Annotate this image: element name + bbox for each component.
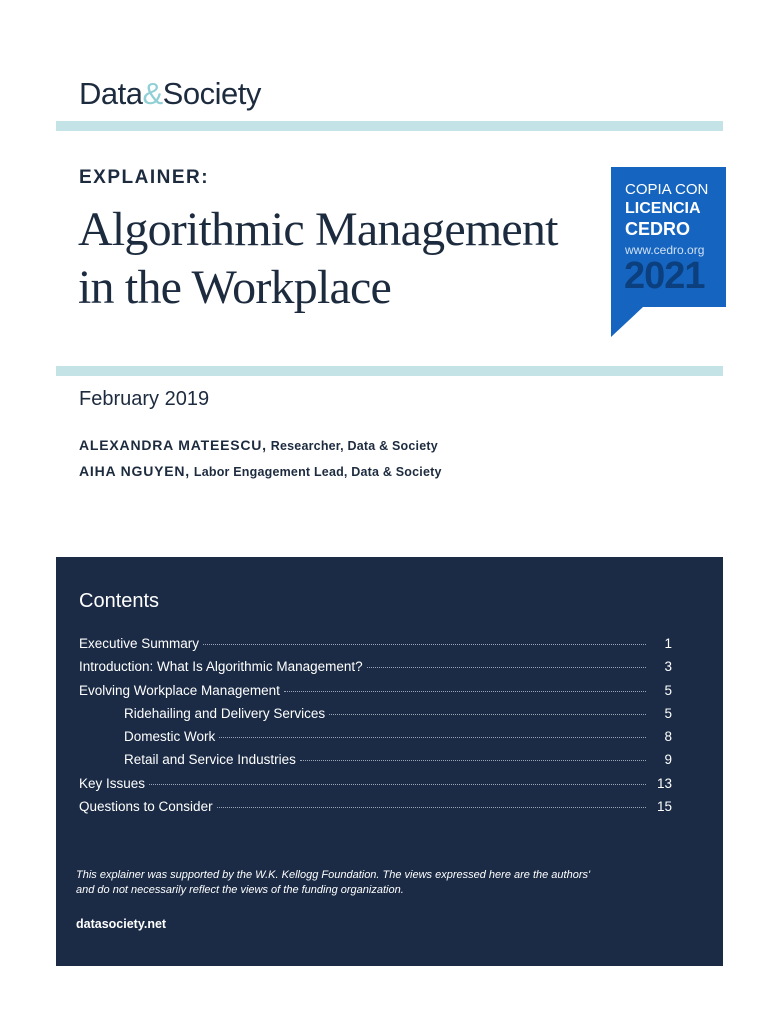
author-name: AIHA NGUYEN, [79, 463, 190, 479]
author-2 [79, 463, 442, 479]
toc-item-label: Ridehailing and Delivery Services [124, 705, 326, 721]
toc-item-label: Key Issues [79, 775, 146, 791]
publication-date: February 2019 [79, 388, 210, 410]
toc-item-page: 3 [664, 659, 672, 675]
toc-item-page: 1 [664, 636, 672, 651]
stamp-line-3: CEDRO [625, 219, 691, 239]
stamp-line-2: LICENCIA [625, 200, 701, 217]
toc-item-label: Introduction: What Is Algorithmic Management? [79, 659, 363, 675]
toc-item-label: Retail and Service Industries [124, 752, 296, 768]
toc-item[interactable] [79, 799, 672, 822]
toc-subitem[interactable] [79, 752, 672, 775]
author-role: Researcher, Data & Society [270, 439, 438, 453]
stamp-year: 2021 [624, 255, 705, 297]
toc-leader [329, 714, 646, 715]
funding-note-line-1: This explainer was supported by the W.K. Kellogg Foundation. The views expressed here are the authors' [76, 869, 591, 881]
toc-subitem[interactable] [79, 729, 672, 752]
document-title [78, 201, 618, 317]
toc-item-page: 15 [656, 799, 672, 815]
middle-divider [56, 366, 723, 376]
toc-item[interactable] [79, 683, 672, 706]
toc-item-label: Evolving Workplace Management [79, 682, 280, 698]
toc-item[interactable] [79, 659, 672, 682]
toc-subitem[interactable] [79, 706, 672, 729]
stamp-url: www.cedro.org [625, 243, 705, 257]
document-kicker: EXPLAINER: [79, 167, 210, 188]
author-role: Labor Engagement Lead, Data & Society [193, 465, 442, 479]
table-of-contents [79, 636, 672, 822]
data-society-logo: Data&Society [79, 76, 261, 111]
funding-note [76, 868, 696, 898]
toc-leader [219, 737, 646, 738]
toc-leader [300, 760, 646, 761]
stamp-line-1: COPIA CON [625, 181, 709, 198]
toc-item-page: 13 [656, 775, 672, 791]
cedro-license-stamp [611, 167, 726, 337]
toc-leader [217, 807, 646, 808]
toc-leader [203, 644, 646, 645]
title-line-2: in the Workplace [78, 261, 392, 314]
website-link[interactable]: datasociety.net [76, 917, 167, 931]
toc-item-page: 5 [664, 705, 672, 721]
contents-heading: Contents [79, 590, 160, 612]
toc-item-label: Questions to Consider [79, 799, 213, 815]
contents-panel [56, 557, 723, 966]
author-name: ALEXANDRA MATEESCU, [79, 437, 267, 453]
toc-leader [149, 784, 646, 785]
toc-item-page: 5 [664, 682, 672, 698]
toc-item-page: 8 [664, 729, 672, 745]
toc-item-page: 9 [664, 752, 672, 768]
author-1 [79, 437, 438, 453]
top-divider [56, 121, 723, 131]
toc-leader [284, 691, 646, 692]
toc-item-label: Domestic Work [124, 729, 216, 745]
title-line-1: Algorithmic Management [78, 203, 558, 256]
toc-item[interactable] [79, 636, 672, 659]
toc-item-label: Executive Summary [79, 636, 200, 651]
funding-note-line-2: and do not necessarily reflect the views of the funding organization. [76, 884, 404, 896]
toc-leader [367, 667, 646, 668]
toc-item[interactable] [79, 776, 672, 799]
